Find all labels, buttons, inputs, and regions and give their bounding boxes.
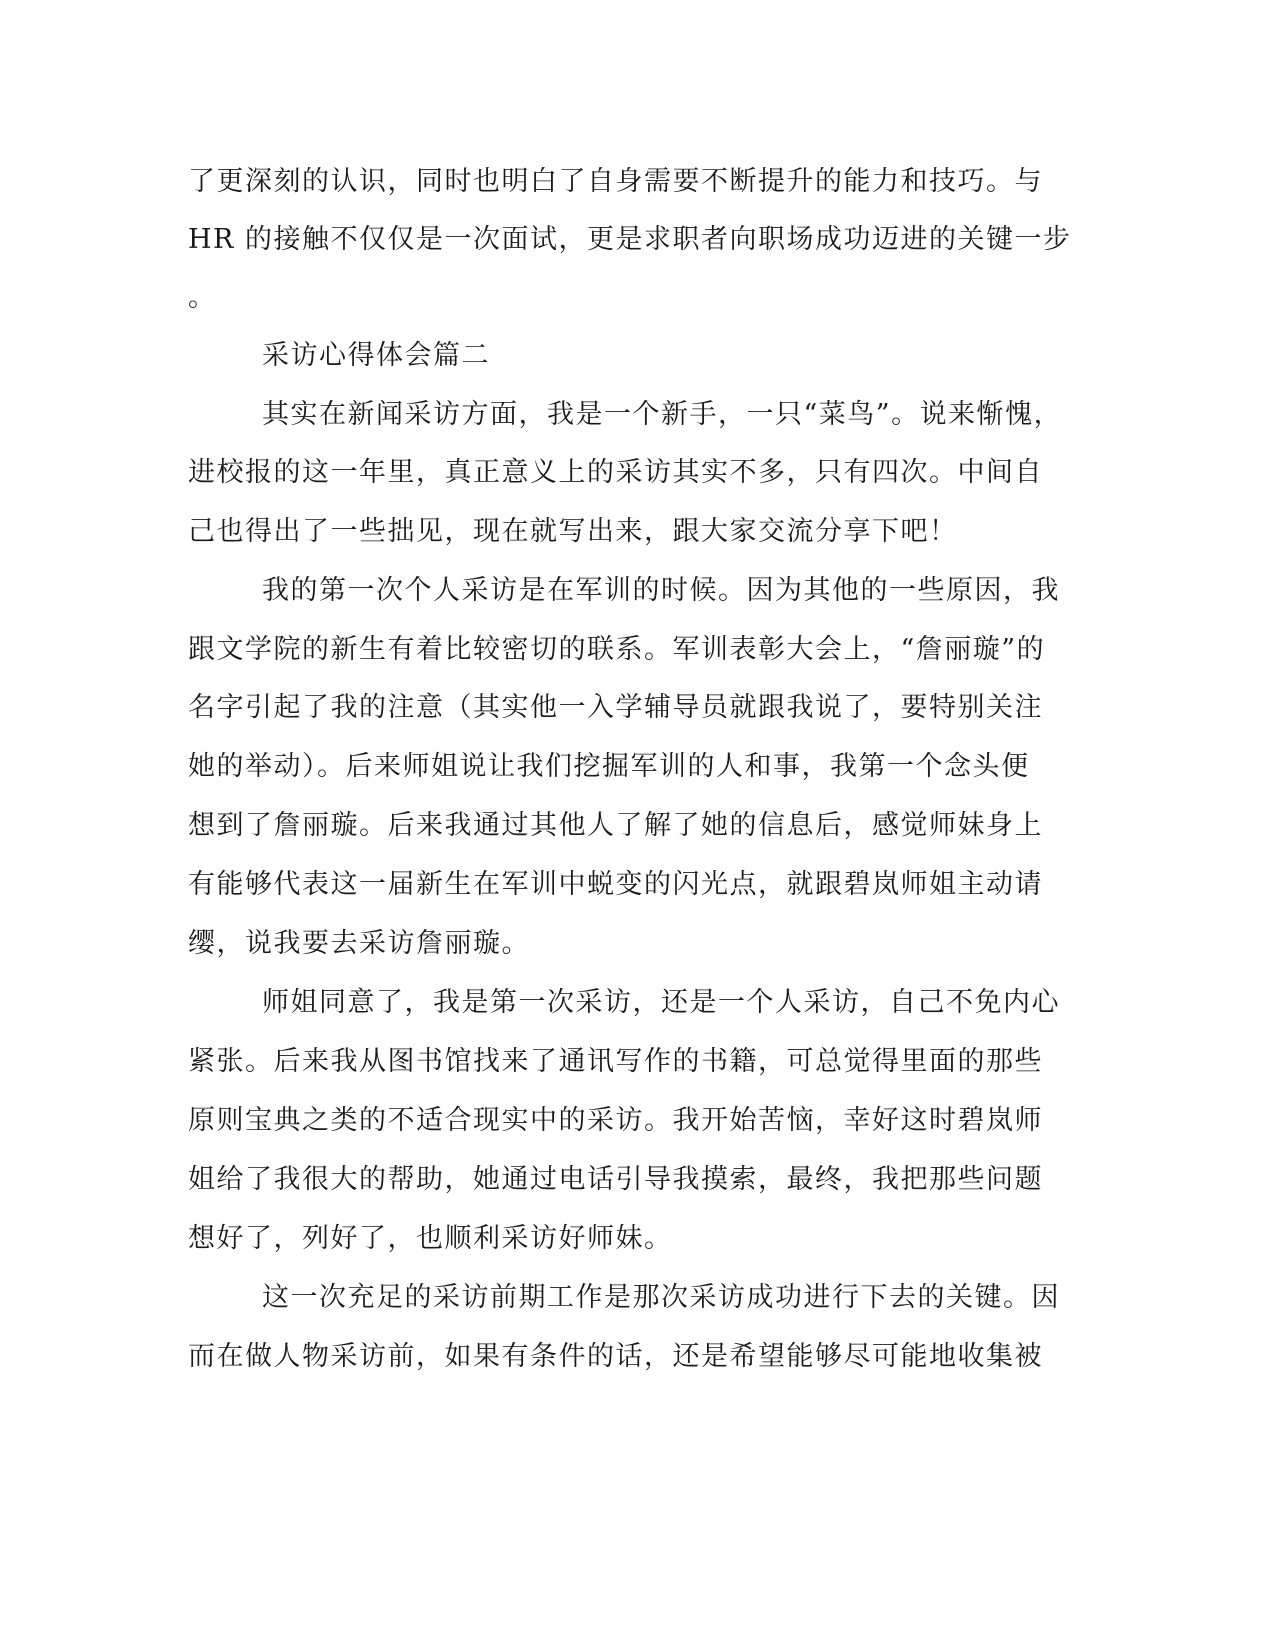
paragraph-line: 跟文学院的新生有着比较密切的联系。军训表彰大会上，“詹丽璇”的 bbox=[188, 634, 1046, 665]
paragraph-line: 她的举动）。后来师姐说让我们挖掘军训的人和事，我第一个念头便 bbox=[188, 751, 1030, 782]
paragraph-line: 紧张。后来我从图书馆找来了通讯写作的书籍，可总觉得里面的那些 bbox=[188, 1046, 1043, 1077]
paragraph-line: 缨，说我要去采访詹丽璇。 bbox=[188, 928, 530, 959]
paragraph-line: 。 bbox=[188, 282, 217, 313]
paragraph-line: 想到了詹丽璇。后来我通过其他人了解了她的信息后，感觉师妹身上 bbox=[188, 810, 1043, 841]
paragraph-line: HR 的接触不仅仅是一次面试，更是求职者向职场成功迈进的关键一步 bbox=[188, 224, 1072, 255]
paragraph-line: 姐给了我很大的帮助，她通过电话引导我摸索，最终，我把那些问题 bbox=[188, 1164, 1043, 1195]
paragraph-line: 这一次充足的采访前期工作是那次采访成功进行下去的关键。因 bbox=[262, 1282, 1060, 1313]
paragraph-line: 有能够代表这一届新生在军训中蜕变的闪光点，就跟碧岚师姐主动请 bbox=[188, 869, 1043, 900]
paragraph-line: 进校报的这一年里，真正意义上的采访其实不多，只有四次。中间自 bbox=[188, 457, 1043, 488]
paragraph-line: 而在做人物采访前，如果有条件的话，还是希望能够尽可能地收集被 bbox=[188, 1341, 1043, 1372]
paragraph-line: 原则宝典之类的不适合现实中的采访。我开始苦恼，幸好这时碧岚师 bbox=[188, 1105, 1043, 1136]
paragraph-line: 名字引起了我的注意（其实他一入学辅导员就跟我说了，要特别关注 bbox=[188, 692, 1043, 723]
paragraph-line: 其实在新闻采访方面，我是一个新手，一只“菜鸟”。说来惭愧， bbox=[262, 399, 1063, 430]
section-heading: 采访心得体会篇二 bbox=[262, 340, 490, 371]
paragraph-line: 想好了，列好了，也顺利采访好师妹。 bbox=[188, 1223, 673, 1254]
paragraph-line: 师姐同意了，我是第一次采访，还是一个人采访，自己不免内心 bbox=[262, 987, 1060, 1018]
paragraph-line: 我的第一次个人采访是在军训的时候。因为其他的一些原因，我 bbox=[262, 575, 1060, 606]
paragraph-line: 了更深刻的认识，同时也明白了自身需要不断提升的能力和技巧。与 bbox=[188, 166, 1043, 197]
paragraph-line: 己也得出了一些拙见，现在就写出来，跟大家交流分享下吧！ bbox=[188, 516, 958, 547]
